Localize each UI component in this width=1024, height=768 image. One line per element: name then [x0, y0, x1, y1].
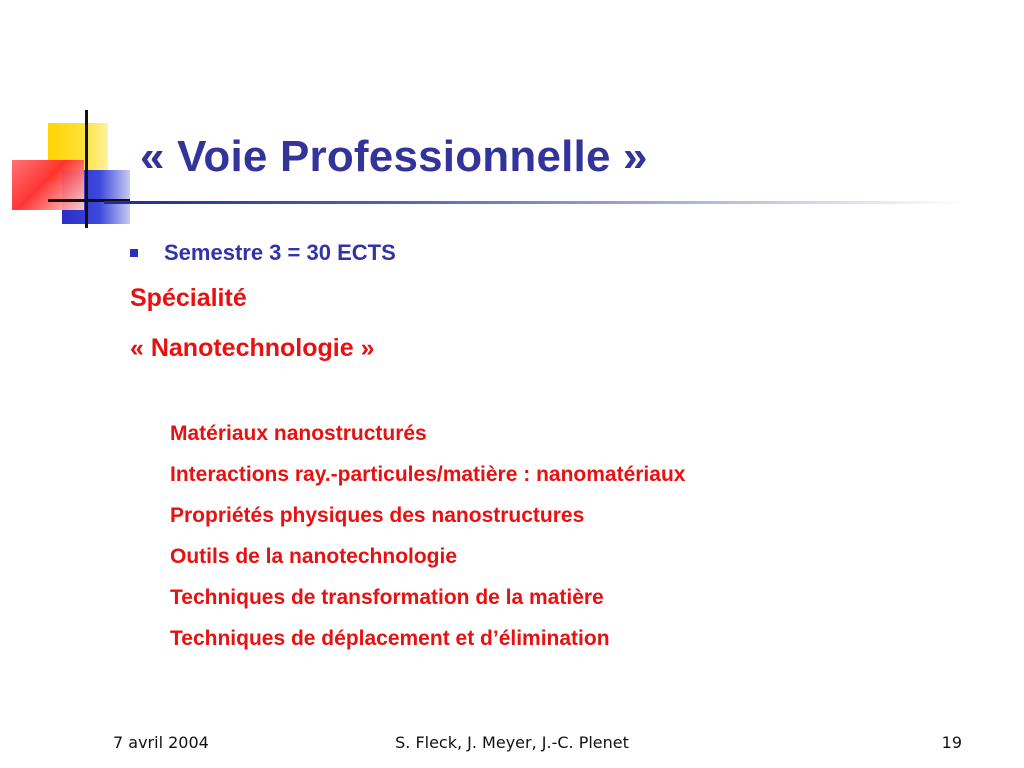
- topic-item: Matériaux nanostructurés: [170, 422, 427, 445]
- speciality-name: « Nanotechnologie »: [130, 334, 375, 362]
- bullet-square-icon: [130, 249, 138, 257]
- footer-page-number: 19: [941, 733, 962, 752]
- bullet-text: Semestre 3 = 30 ECTS: [164, 240, 396, 265]
- topic-item: Techniques de déplacement et d’élimination: [170, 627, 610, 650]
- footer-date: 7 avril 2004: [113, 733, 209, 752]
- topics-list: [170, 420, 685, 666]
- slide-title: « Voie Professionnelle »: [140, 132, 648, 181]
- bullet-item: [130, 240, 396, 266]
- title-underline: [104, 201, 964, 204]
- topic-item: Interactions ray.-particules/matière : nanomatériaux: [170, 463, 686, 486]
- topic-item: Outils de la nanotechnologie: [170, 545, 458, 568]
- logo-vertical-line: [85, 110, 88, 228]
- footer-authors: S. Fleck, J. Meyer, J.-C. Plenet: [395, 733, 629, 752]
- topic-item: Propriétés physiques des nanostructures: [170, 504, 585, 527]
- topic-item: Techniques de transformation de la matière: [170, 586, 604, 609]
- logo-red-square: [12, 160, 84, 210]
- speciality-heading: Spécialité: [130, 284, 247, 312]
